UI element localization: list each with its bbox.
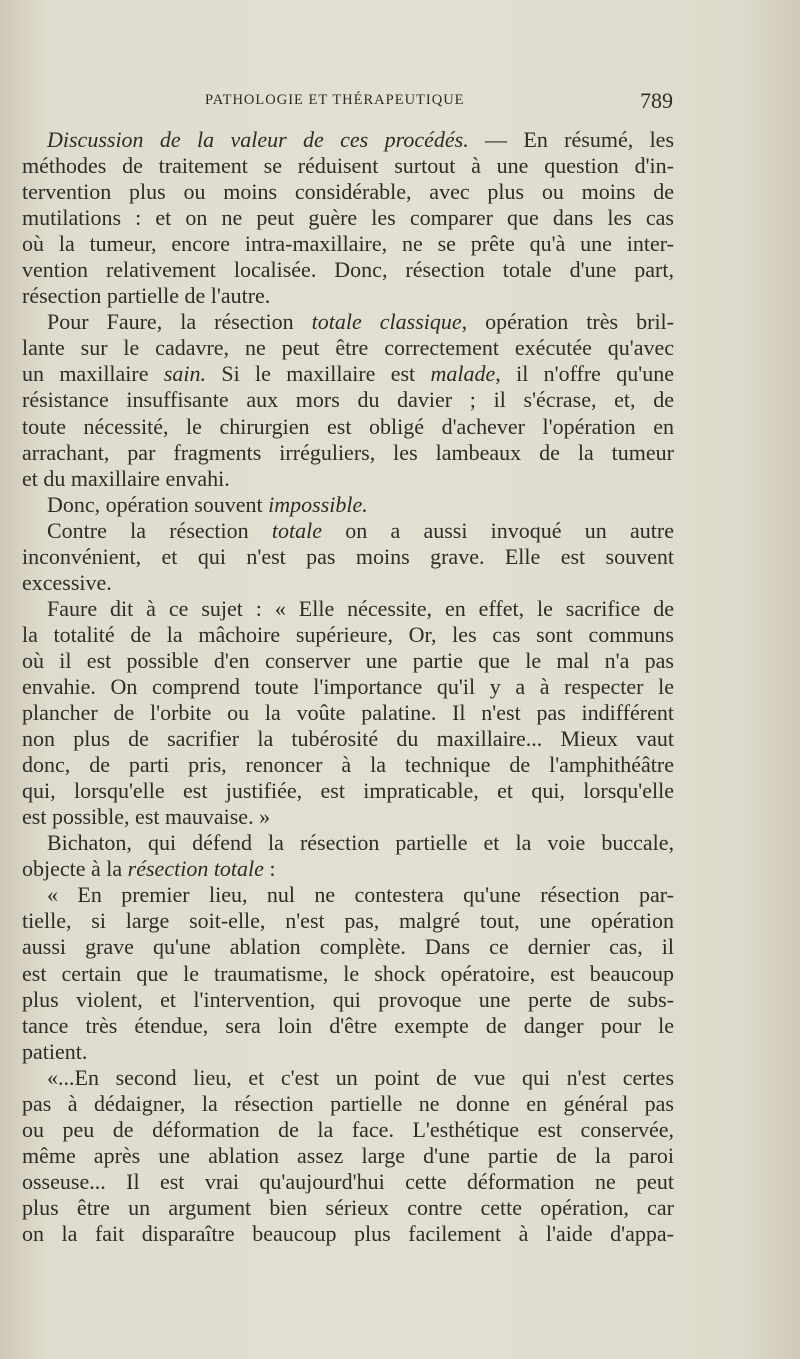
text-segment: donc, de parti pris, renoncer à la technique de l'amphithéâtre (22, 752, 674, 778)
text-line (22, 700, 674, 726)
body-text (22, 127, 674, 1247)
text-line (22, 205, 674, 231)
text-line (22, 1091, 674, 1117)
text-line (22, 1195, 674, 1221)
text-line (22, 882, 674, 908)
text-segment: tance très étendue, sera loin d'être exempte de danger pour le (22, 1012, 674, 1038)
text-line (22, 1065, 674, 1091)
text-segment: : (263, 856, 276, 882)
text-line (22, 1039, 674, 1065)
text-line (22, 570, 674, 596)
text-segment: arrachant, par fragments irréguliers, les lambeaux de la tumeur (22, 439, 674, 465)
text-line (22, 987, 674, 1013)
text-segment: non plus de sacrifier la tubérosité du maxillaire... Mieux vaut (22, 726, 674, 752)
text-line (22, 361, 674, 387)
text-line (22, 804, 674, 830)
text-line (22, 257, 674, 283)
text-segment: on la fait disparaître beaucoup plus facilement à l'aide d'appa- (22, 1220, 674, 1246)
text-line (22, 544, 674, 570)
text-segment: patient. (22, 1038, 88, 1064)
italic-segment: totale classique (311, 309, 462, 335)
text-line (22, 908, 674, 934)
italic-segment: totale (271, 517, 322, 543)
text-segment: — En résumé, les (468, 127, 674, 152)
text-segment: lante sur le cadavre, ne peut être correctement exécutée qu'avec (22, 335, 674, 361)
text-segment: résistance insuffisante aux mors du davier ; il s'écrase, et, de (22, 387, 674, 413)
text-segment: , opération très bril- (461, 309, 674, 335)
text-segment: Contre la résection (47, 517, 272, 543)
text-line (22, 1143, 674, 1169)
text-line (22, 1013, 674, 1039)
text-segment: même après une ablation assez large d'une partie de la paroi (22, 1142, 674, 1168)
text-segment: et du maxillaire envahi. (22, 465, 230, 491)
text-segment: vention relativement localisée. Donc, résection totale d'une part, (22, 257, 674, 283)
text-line (22, 752, 674, 778)
text-segment: la totalité de la mâchoire supérieure, Or, les cas sont communs (22, 621, 674, 647)
text-segment: Pour Faure, la résection (47, 309, 312, 335)
text-segment: excessive. (22, 569, 112, 595)
text-segment: tervention plus ou moins considérable, avec plus ou moins de (22, 179, 674, 205)
text-segment: méthodes de traitement se réduisent surtout à une question d'in- (22, 153, 674, 179)
text-segment: plancher de l'orbite ou la voûte palatine. Il n'est pas indifférent (22, 700, 674, 726)
text-segment: est certain que le traumatisme, le shock opératoire, est beaucoup (22, 960, 674, 986)
text-segment: inconvénient, et qui n'est pas moins grave. Elle est souvent (22, 543, 674, 569)
text-line (22, 335, 674, 361)
text-line (22, 414, 674, 440)
text-line (22, 466, 674, 492)
italic-segment: malade (430, 361, 496, 387)
text-segment: Si le maxillaire est (206, 361, 431, 387)
text-line (22, 726, 674, 752)
text-line (22, 934, 674, 960)
text-segment: est possible, est mauvaise. » (22, 804, 271, 830)
text-line (22, 387, 674, 413)
text-line (22, 648, 674, 674)
text-segment: envahie. On comprend toute l'importance qu'il y a à respecter le (22, 673, 674, 699)
text-segment: ou peu de déformation de la face. L'esthétique est conservée, (22, 1116, 674, 1142)
italic-segment: sain. (163, 361, 207, 387)
text-line (22, 283, 674, 309)
running-title: PATHOLOGIE ET THÉRAPEUTIQUE (205, 92, 465, 108)
text-segment: Donc, opération souvent (47, 491, 269, 517)
text-segment: où la tumeur, encore intra-maxillaire, ne se prête qu'à une inter- (22, 231, 674, 257)
text-segment: pas à dédaigner, la résection partielle ne donne en général pas (22, 1090, 674, 1116)
text-line (22, 596, 674, 622)
text-line (22, 179, 674, 205)
page-number: 789 (640, 88, 673, 113)
text-line (22, 440, 674, 466)
italic-segment: résection totale (127, 856, 264, 882)
text-segment: aussi grave qu'une ablation complète. Dans ce dernier cas, il (22, 934, 674, 960)
page-header (20, 88, 675, 114)
text-segment: objecte à la (22, 856, 128, 882)
text-segment: osseuse... Il est vrai qu'aujourd'hui cette déformation ne peut (22, 1168, 674, 1194)
text-line (22, 830, 674, 856)
text-line (22, 127, 674, 153)
text-line (22, 309, 674, 335)
text-segment: plus être un argument bien sérieux contre cette opération, car (22, 1194, 674, 1220)
text-line (22, 518, 674, 544)
text-segment: Faure dit à ce sujet : « Elle nécessite, en effet, le sacrifice de (47, 595, 674, 621)
text-line (22, 1117, 674, 1143)
text-segment: « En premier lieu, nul ne contestera qu'une résection par- (47, 882, 674, 908)
text-line (22, 231, 674, 257)
text-line (22, 492, 674, 518)
text-segment: on a aussi invoqué un autre (321, 517, 674, 543)
text-line (22, 153, 674, 179)
text-segment: où il est possible d'en conserver une partie que le mal n'a pas (22, 647, 674, 673)
text-segment: , il n'offre qu'une (495, 361, 674, 387)
text-segment: «...En second lieu, et c'est un point de vue qui n'est certes (47, 1064, 674, 1090)
italic-segment: impossible. (268, 491, 368, 517)
text-segment: Bichaton, qui défend la résection partielle et la voie buccale, (47, 830, 674, 856)
text-line (22, 622, 674, 648)
text-segment: mutilations : et on ne peut guère les comparer que dans les cas (22, 205, 674, 231)
text-line (22, 778, 674, 804)
text-line (22, 674, 674, 700)
text-line (22, 1169, 674, 1195)
text-line (22, 961, 674, 987)
italic-segment: Discussion de la valeur de ces procédés. (47, 127, 469, 152)
text-segment: résection partielle de l'autre. (22, 283, 271, 309)
text-segment: plus violent, et l'intervention, qui provoque une perte de subs- (22, 986, 674, 1012)
text-segment: un maxillaire (22, 361, 164, 387)
text-segment: toute nécessité, le chirurgien est obligé d'achever l'opération en (22, 413, 674, 439)
text-line (22, 856, 674, 882)
text-segment: qui, lorsqu'elle est justifiée, est impraticable, et qui, lorsqu'elle (22, 778, 674, 804)
text-segment: tielle, si large soit-elle, n'est pas, malgré tout, une opération (22, 908, 674, 934)
text-line (22, 1221, 674, 1247)
